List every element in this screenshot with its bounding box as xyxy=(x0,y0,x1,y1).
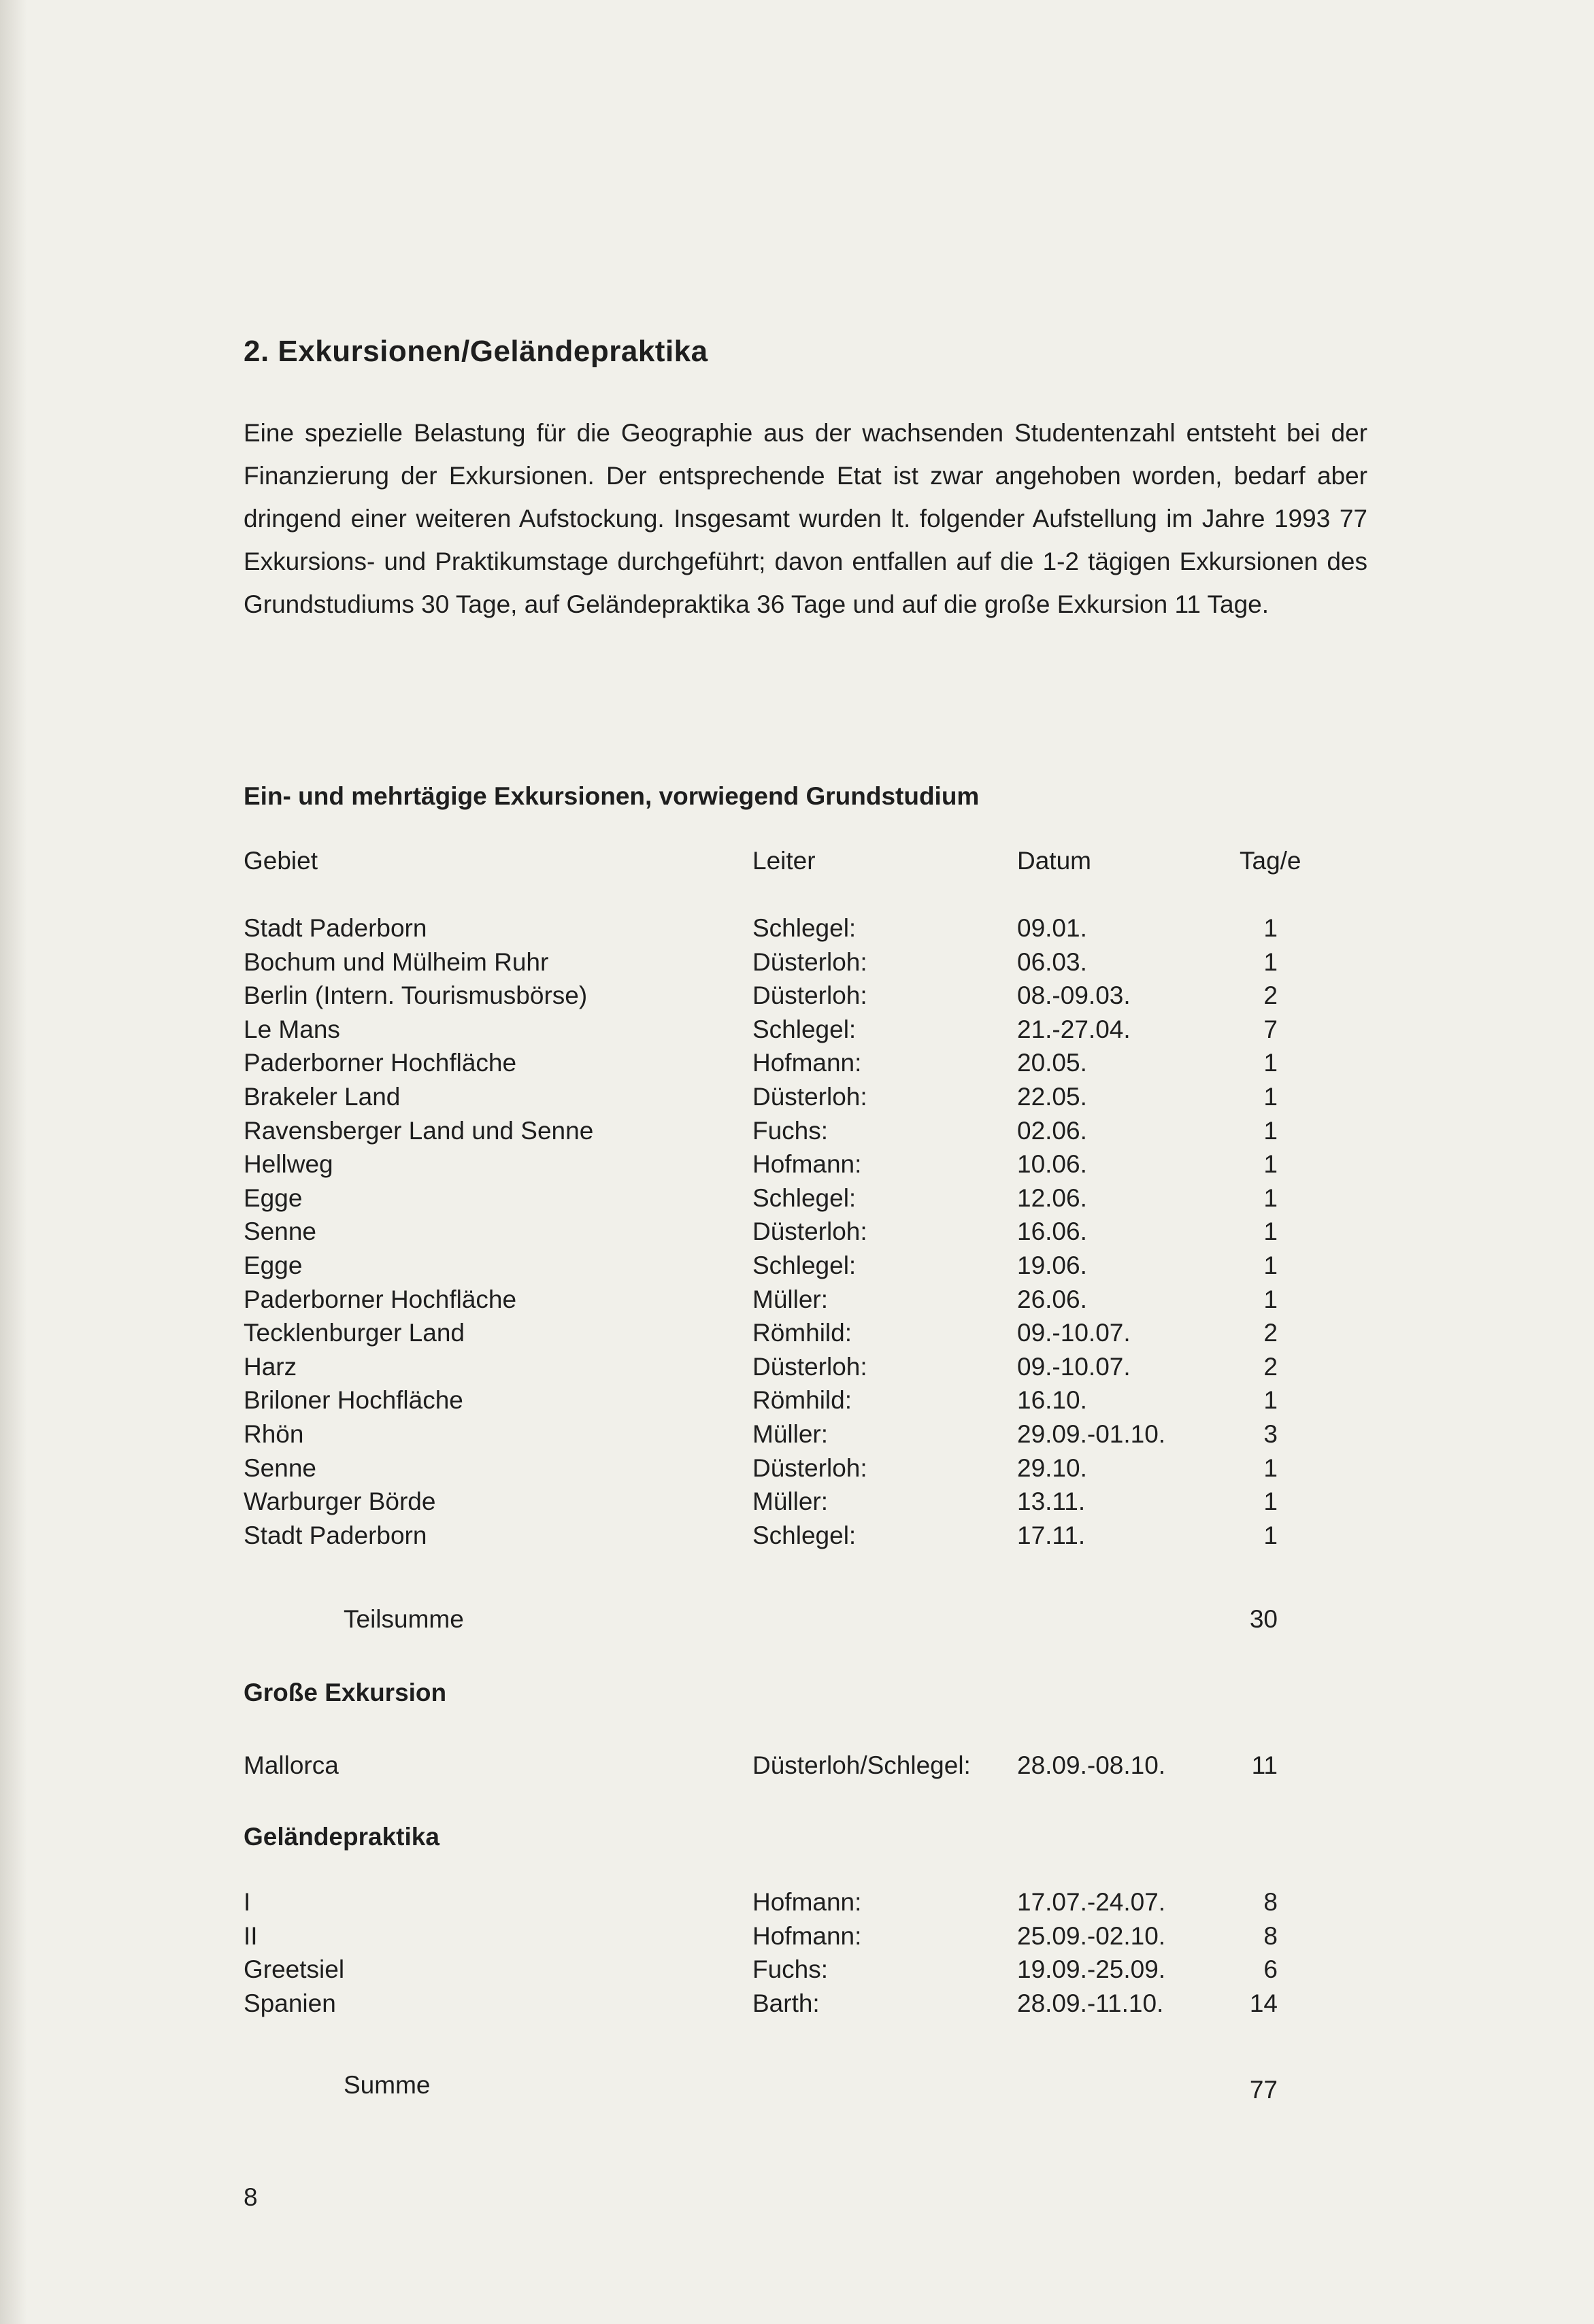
cell-leader: Hofmann: xyxy=(752,1888,862,1916)
column-header-days: Tag/e xyxy=(1240,847,1301,875)
cell-date: 19.06. xyxy=(1017,1251,1087,1279)
cell-area: Mallorca xyxy=(244,1751,339,1779)
cell-leader: Düsterloh/Schlegel: xyxy=(752,1751,971,1779)
cell-leader: Schlegel: xyxy=(752,1015,857,1043)
table-row xyxy=(0,1749,1594,1783)
cell-area: Le Mans xyxy=(244,1015,340,1043)
table-row xyxy=(0,945,1594,979)
cell-area: II xyxy=(244,1921,258,1950)
cell-date: 22.05. xyxy=(1017,1082,1087,1111)
cell-days: 1 xyxy=(1263,1082,1278,1111)
cell-date: 02.06. xyxy=(1017,1116,1087,1145)
cell-days: 2 xyxy=(1263,981,1278,1010)
table-row xyxy=(0,1114,1594,1148)
cell-days: 8 xyxy=(1263,1888,1278,1916)
cell-area: Spanien xyxy=(244,1989,336,2017)
table-row xyxy=(0,1316,1594,1350)
cell-leader: Düsterloh: xyxy=(752,1352,867,1381)
cell-area: Stadt Paderborn xyxy=(244,914,427,942)
cell-area: Berlin (Intern. Tourismusbörse) xyxy=(244,981,588,1010)
table-row xyxy=(0,1451,1594,1485)
cell-area: Warburger Börde xyxy=(244,1487,436,1516)
cell-days: 1 xyxy=(1263,1386,1278,1415)
table-row xyxy=(0,1013,1594,1047)
cell-area: Tecklenburger Land xyxy=(244,1319,465,1347)
cell-area: Stadt Paderborn xyxy=(244,1521,427,1549)
table-row xyxy=(0,1283,1594,1317)
cell-days: 6 xyxy=(1263,1955,1278,1984)
column-header-area: Gebiet xyxy=(244,847,318,875)
intro-paragraph: Eine spezielle Belastung für die Geographie aus der wachsenden Studentenzahl entsteht bei der Finanzierung der Exkursionen. Der entsprechende Etat ist zwar angehoben worden, bedarf aber dringend einer weiteren Aufstockung. Insgesamt wurden lt. folgender Aufstellung im Jahre 1993 77 Exkursions- und Praktikumstage durchgeführt; davon entfallen auf die 1-2 tägigen Exkursionen des Grundstudiums 30 Tage, auf Geländepraktika 36 Tage und auf die große Exkursion 11 Tage. xyxy=(244,419,1367,618)
cell-leader: Düsterloh: xyxy=(752,947,867,976)
table-row xyxy=(0,1987,1594,2021)
cell-date: 19.09.-25.09. xyxy=(1017,1955,1166,1984)
page-number: 8 xyxy=(244,2183,258,2211)
table-row xyxy=(0,1519,1594,1553)
cell-date: 21.-27.04. xyxy=(1017,1015,1131,1043)
cell-date: 25.09.-02.10. xyxy=(1017,1921,1166,1950)
cell-days: 1 xyxy=(1263,1150,1278,1179)
cell-date: 28.09.-08.10. xyxy=(1017,1751,1166,1779)
cell-days: 2 xyxy=(1263,1352,1278,1381)
field-practicals-heading: Geländepraktika xyxy=(244,1823,439,1851)
cell-area: I xyxy=(244,1888,251,1916)
cell-date: 08.-09.03. xyxy=(1017,981,1131,1010)
cell-date: 16.10. xyxy=(1017,1386,1087,1415)
subtotal-value: 30 xyxy=(1249,1605,1278,1633)
cell-days: 2 xyxy=(1263,1319,1278,1347)
table-row xyxy=(0,1249,1594,1283)
table-row xyxy=(0,979,1594,1013)
cell-leader: Fuchs: xyxy=(752,1955,829,1984)
cell-leader: Schlegel: xyxy=(752,1251,857,1279)
cell-date: 16.06. xyxy=(1017,1217,1087,1246)
cell-leader: Düsterloh: xyxy=(752,1082,867,1111)
total-label: Summe xyxy=(344,2071,431,2099)
table-row xyxy=(0,1885,1594,1919)
cell-date: 12.06. xyxy=(1017,1183,1087,1212)
cell-date: 26.06. xyxy=(1017,1285,1087,1313)
cell-days: 1 xyxy=(1263,1285,1278,1313)
table-row xyxy=(0,1919,1594,1953)
cell-date: 06.03. xyxy=(1017,947,1087,976)
cell-leader: Düsterloh: xyxy=(752,1453,867,1482)
cell-leader: Barth: xyxy=(752,1989,820,2017)
cell-leader: Hofmann: xyxy=(752,1921,862,1950)
cell-leader: Römhild: xyxy=(752,1319,852,1347)
great-excursion-row xyxy=(0,1749,1594,1783)
excursion-table xyxy=(0,911,1594,1552)
cell-leader: Düsterloh: xyxy=(752,1217,867,1246)
cell-date: 09.01. xyxy=(1017,914,1087,942)
table-row xyxy=(0,1350,1594,1384)
cell-date: 20.05. xyxy=(1017,1049,1087,1077)
cell-leader: Müller: xyxy=(752,1285,829,1313)
cell-leader: Düsterloh: xyxy=(752,981,867,1010)
excursions-heading: Ein- und mehrtägige Exkursionen, vorwiegend Grundstudium xyxy=(244,782,980,810)
great-excursion-heading: Große Exkursion xyxy=(244,1679,447,1706)
cell-leader: Schlegel: xyxy=(752,1183,857,1212)
cell-area: Briloner Hochfläche xyxy=(244,1386,463,1415)
field-practicals-table xyxy=(0,1885,1594,2020)
cell-area: Senne xyxy=(244,1453,316,1482)
table-row xyxy=(0,1485,1594,1519)
cell-date: 10.06. xyxy=(1017,1150,1087,1179)
cell-area: Rhön xyxy=(244,1419,304,1448)
cell-days: 1 xyxy=(1263,1217,1278,1246)
cell-leader: Schlegel: xyxy=(752,914,857,942)
cell-leader: Fuchs: xyxy=(752,1116,829,1145)
cell-leader: Römhild: xyxy=(752,1386,852,1415)
cell-area: Senne xyxy=(244,1217,316,1246)
cell-area: Ravensberger Land und Senne xyxy=(244,1116,594,1145)
cell-days: 14 xyxy=(1249,1989,1278,2017)
cell-area: Greetsiel xyxy=(244,1955,345,1984)
cell-area: Harz xyxy=(244,1352,297,1381)
cell-days: 7 xyxy=(1263,1015,1278,1043)
cell-date: 29.10. xyxy=(1017,1453,1087,1482)
cell-date: 17.07.-24.07. xyxy=(1017,1888,1166,1916)
cell-leader: Müller: xyxy=(752,1419,829,1448)
cell-days: 1 xyxy=(1263,1521,1278,1549)
table-row xyxy=(0,1383,1594,1417)
cell-days: 1 xyxy=(1263,1487,1278,1516)
cell-area: Brakeler Land xyxy=(244,1082,401,1111)
cell-date: 17.11. xyxy=(1017,1521,1086,1549)
cell-leader: Hofmann: xyxy=(752,1150,862,1179)
cell-area: Hellweg xyxy=(244,1150,333,1179)
column-header-date: Datum xyxy=(1017,847,1091,875)
cell-days: 1 xyxy=(1263,914,1278,942)
cell-date: 09.-10.07. xyxy=(1017,1319,1131,1347)
cell-days: 1 xyxy=(1263,1049,1278,1077)
cell-days: 1 xyxy=(1263,1183,1278,1212)
total-value: 77 xyxy=(1249,2076,1278,2104)
cell-area: Paderborner Hochfläche xyxy=(244,1285,517,1313)
cell-leader: Schlegel: xyxy=(752,1521,857,1549)
cell-days: 3 xyxy=(1263,1419,1278,1448)
cell-area: Egge xyxy=(244,1183,303,1212)
column-header-leader: Leiter xyxy=(752,847,816,875)
table-row xyxy=(0,1417,1594,1451)
cell-area: Egge xyxy=(244,1251,303,1279)
cell-area: Bochum und Mülheim Ruhr xyxy=(244,947,549,976)
cell-date: 28.09.-11.10. xyxy=(1017,1989,1164,2017)
cell-area: Paderborner Hochfläche xyxy=(244,1049,517,1077)
cell-days: 1 xyxy=(1263,1453,1278,1482)
cell-days: 1 xyxy=(1263,1251,1278,1279)
table-row xyxy=(0,1215,1594,1249)
cell-leader: Müller: xyxy=(752,1487,829,1516)
cell-days: 8 xyxy=(1263,1921,1278,1950)
table-row xyxy=(0,1046,1594,1080)
cell-leader: Hofmann: xyxy=(752,1049,862,1077)
table-row xyxy=(0,911,1594,945)
table-row xyxy=(0,1953,1594,1987)
cell-days: 1 xyxy=(1263,947,1278,976)
cell-date: 13.11. xyxy=(1017,1487,1086,1516)
table-row xyxy=(0,1147,1594,1181)
table-row xyxy=(0,1181,1594,1215)
table-row xyxy=(0,1080,1594,1114)
cell-date: 09.-10.07. xyxy=(1017,1352,1131,1381)
cell-date: 29.09.-01.10. xyxy=(1017,1419,1166,1448)
cell-days: 11 xyxy=(1251,1751,1278,1779)
subtotal-label: Teilsumme xyxy=(344,1605,464,1633)
cell-days: 1 xyxy=(1263,1116,1278,1145)
section-title: 2. Exkursionen/Geländepraktika xyxy=(244,335,708,368)
